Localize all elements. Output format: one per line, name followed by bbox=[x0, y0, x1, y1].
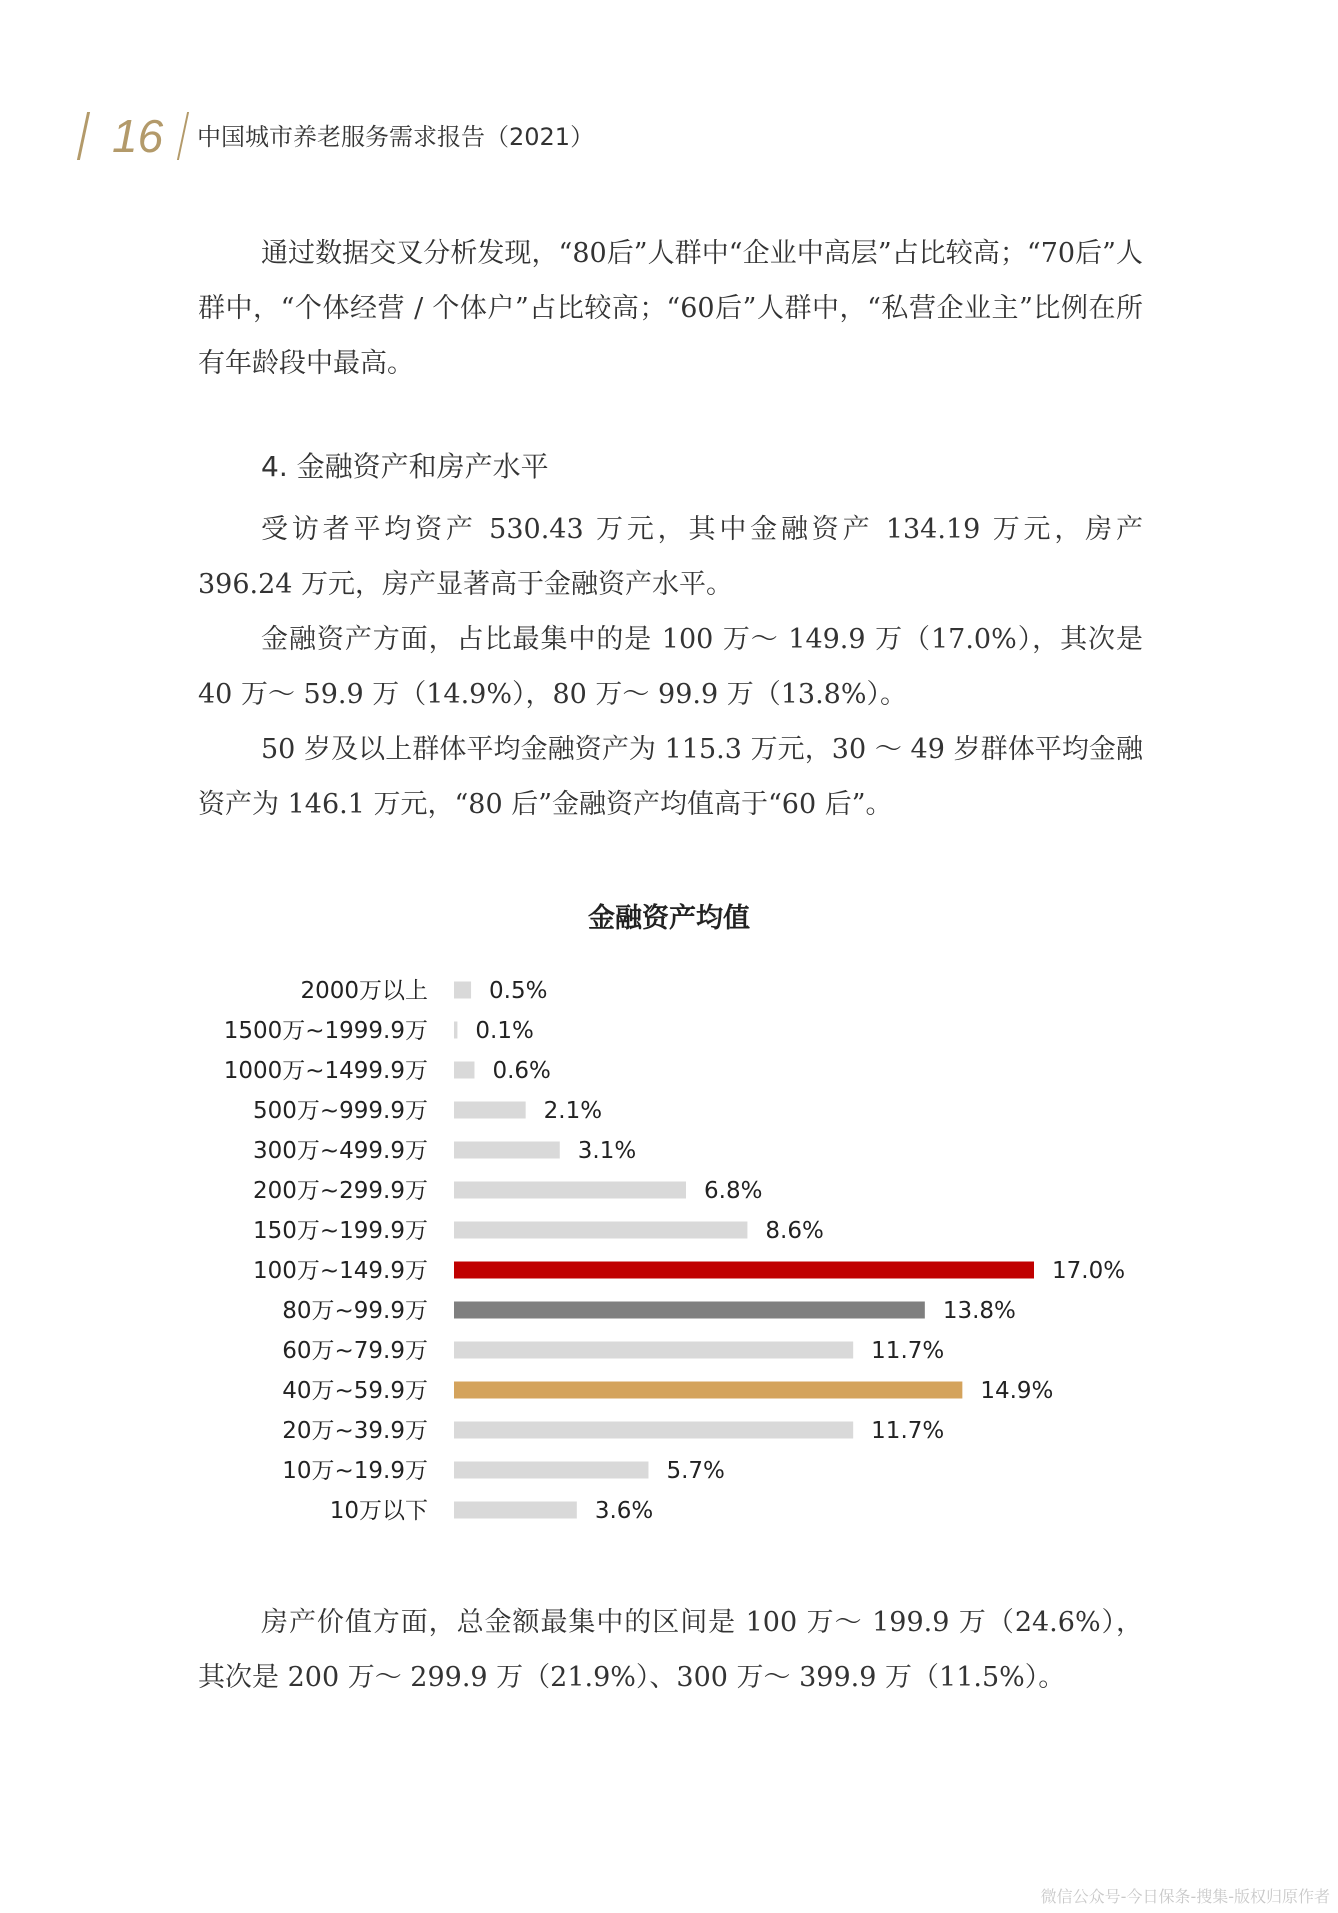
paragraph-financial-assets: 金融资产方面，占比最集中的是 100 万～ 149.9 万（17.0%），其次是 40 万～ 59.9 万（14.9%），80 万～ 99.9 万（13.8%）。 bbox=[198, 624, 1143, 710]
bar bbox=[454, 1262, 1034, 1279]
category-label: 1500万~1999.9万 bbox=[223, 1018, 428, 1044]
bar bbox=[454, 1302, 925, 1319]
bar bbox=[454, 1142, 560, 1159]
paragraph-age-groups: 50 岁及以上群体平均金融资产为 115.3 万元，30 ～ 49 岁群体平均金融资产为 146.1 万元，“80 后”金融资产均值高于“60 后”。 bbox=[198, 734, 1143, 820]
category-label: 150万~199.9万 bbox=[252, 1218, 428, 1244]
category-label: 60万~79.9万 bbox=[282, 1338, 428, 1364]
chart-title: 金融资产均值 bbox=[588, 903, 750, 934]
bar bbox=[454, 1102, 526, 1119]
value-label: 11.7% bbox=[871, 1338, 945, 1364]
category-label: 10万~19.9万 bbox=[282, 1458, 428, 1484]
paragraph-average-assets: 受访者平均资产 530.43 万元，其中金融资产 134.19 万元，房产 396.24 万元，房产显著高于金融资产水平。 bbox=[198, 514, 1143, 600]
bar bbox=[454, 1342, 853, 1359]
category-label: 300万~499.9万 bbox=[252, 1138, 428, 1164]
watermark: 微信公众号-今日保条-搜集-版权归原作者 bbox=[1040, 1887, 1330, 1906]
header-slash-left bbox=[77, 112, 90, 160]
page-number: 16 bbox=[112, 110, 164, 162]
value-label: 8.6% bbox=[765, 1218, 824, 1244]
bar bbox=[454, 1062, 474, 1079]
value-label: 11.7% bbox=[871, 1418, 945, 1444]
category-label: 200万~299.9万 bbox=[252, 1178, 428, 1204]
value-label: 14.9% bbox=[980, 1378, 1054, 1404]
bar bbox=[454, 1422, 853, 1439]
header-slash-right bbox=[177, 112, 189, 160]
bar bbox=[454, 982, 471, 999]
paragraph-cross-analysis: 通过数据交叉分析发现，“80后”人群中“企业中高层”占比较高；“70后”人群中，“个体经营 / 个体户”占比较高；“60后”人群中，“私营企业主”比例在所有年龄段中最高。 bbox=[198, 238, 1143, 379]
bar bbox=[454, 1222, 747, 1239]
value-label: 13.8% bbox=[942, 1298, 1016, 1324]
category-label: 100万~149.9万 bbox=[252, 1258, 428, 1284]
page-header bbox=[82, 108, 782, 188]
document-title: 中国城市养老服务需求报告（2021） bbox=[197, 123, 595, 151]
category-label: 2000万以上 bbox=[300, 978, 428, 1004]
value-label: 2.1% bbox=[543, 1098, 603, 1124]
value-label: 17.0% bbox=[1052, 1258, 1126, 1284]
paragraph-property-value: 房产价值方面，总金额最集中的区间是 100 万～ 199.9 万（24.6%），其次是 200 万～ 299.9 万（21.9%）、300 万～ 399.9 万（11.5%）。 bbox=[198, 1607, 1143, 1693]
financial-assets-bar-chart bbox=[0, 960, 1338, 1540]
category-label: 500万~999.9万 bbox=[252, 1098, 428, 1124]
value-label: 3.1% bbox=[577, 1138, 637, 1164]
category-label: 1000万~1499.9万 bbox=[223, 1058, 428, 1084]
value-label: 5.7% bbox=[666, 1458, 725, 1484]
bar bbox=[454, 1182, 686, 1199]
category-label: 80万~99.9万 bbox=[282, 1298, 428, 1324]
value-label: 3.6% bbox=[594, 1498, 654, 1524]
category-label: 40万~59.9万 bbox=[282, 1378, 428, 1404]
bar bbox=[454, 1502, 577, 1519]
bar bbox=[454, 1462, 648, 1479]
bar bbox=[454, 1382, 962, 1399]
category-label: 20万~39.9万 bbox=[282, 1418, 428, 1444]
value-label: 0.1% bbox=[475, 1018, 534, 1044]
section-heading: 4. 金融资产和房产水平 bbox=[261, 450, 549, 483]
value-label: 0.5% bbox=[489, 978, 548, 1004]
bar bbox=[454, 1022, 457, 1039]
category-label: 10万以下 bbox=[329, 1498, 428, 1524]
value-label: 6.8% bbox=[704, 1178, 763, 1204]
value-label: 0.6% bbox=[492, 1058, 551, 1084]
